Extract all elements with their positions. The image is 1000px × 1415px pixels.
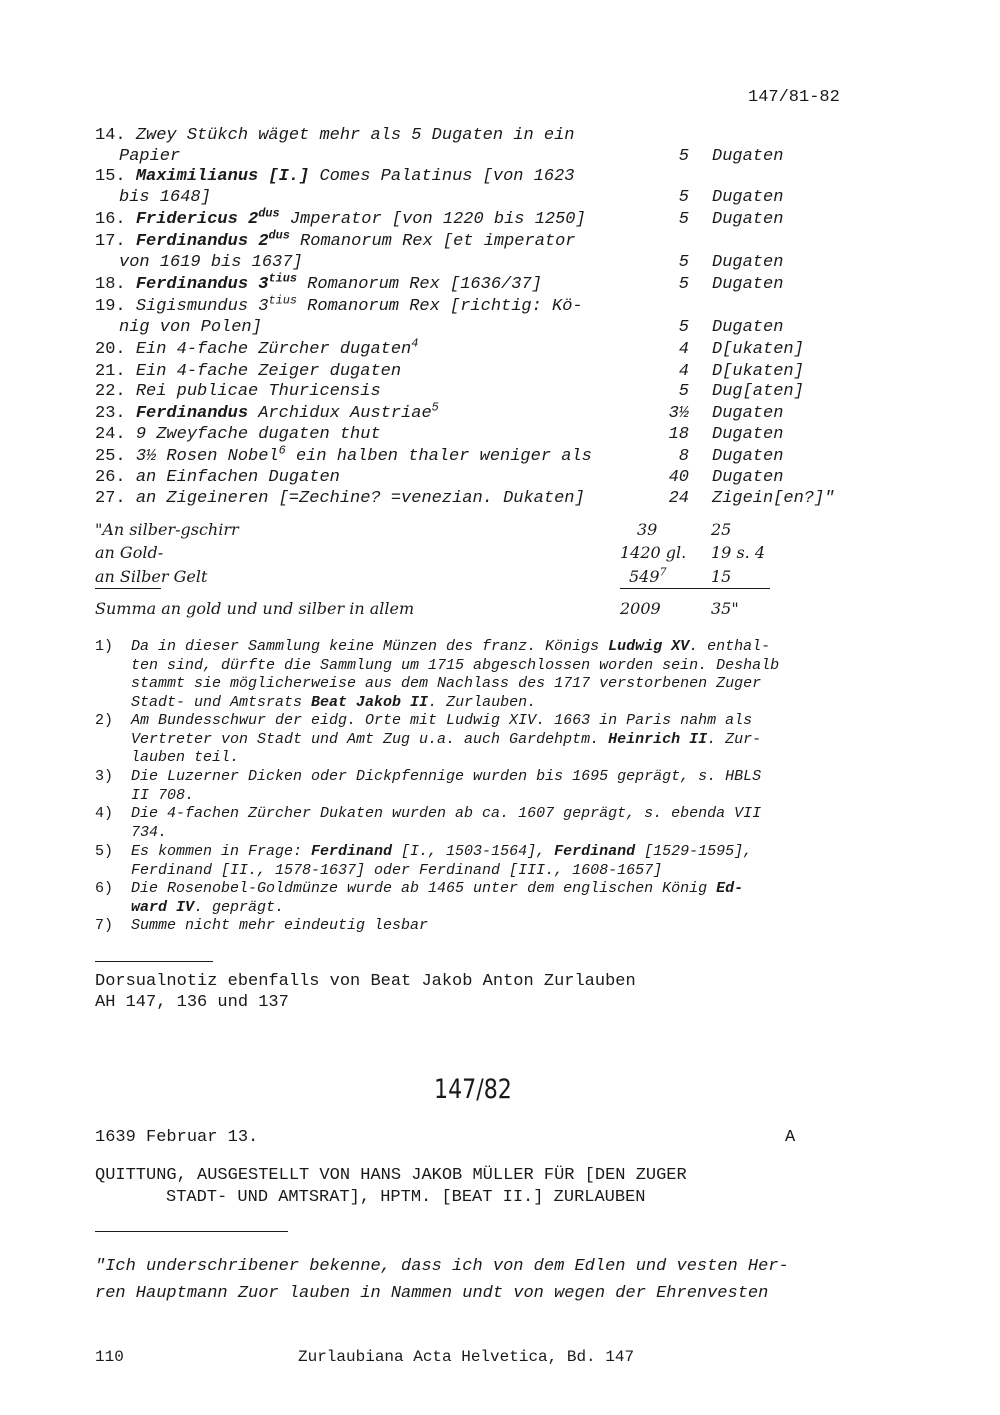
footnote-line bbox=[131, 675, 761, 694]
item-description-continued: bis 1648] bbox=[119, 188, 211, 207]
superscript: 5 bbox=[431, 400, 439, 415]
summary-label-gold: an Gold- bbox=[95, 543, 164, 562]
footnote-number: 1) bbox=[95, 638, 114, 655]
footnote bbox=[95, 843, 865, 880]
item-description bbox=[95, 468, 340, 487]
text-segment: Die Luzerner Dicken oder Dickpfennige wurden bis 1695 geprägt, s. HBLS bbox=[131, 768, 762, 785]
text-segment: Romanorum Rex [richtig: Kö- bbox=[296, 297, 583, 316]
item-number: 18. bbox=[95, 275, 126, 294]
superscript: dus bbox=[268, 228, 290, 243]
footnote bbox=[95, 712, 865, 768]
item-amount: 5 bbox=[678, 210, 689, 229]
item-description bbox=[95, 400, 439, 423]
document-number: 147/82 bbox=[434, 1074, 512, 1105]
footnote-line bbox=[131, 694, 536, 713]
item-number: 26. bbox=[95, 468, 126, 487]
footnote-line bbox=[131, 843, 752, 862]
summary-value-b: 15 bbox=[711, 567, 732, 586]
document-title-continued: STADT- UND AMTSRAT], HPTM. [BEAT II.] ZURLAUBEN bbox=[166, 1188, 646, 1207]
page-number: 110 bbox=[95, 1348, 124, 1366]
text-segment: [1529-1595], bbox=[635, 843, 753, 860]
item-unit: D[ukaten] bbox=[712, 362, 804, 381]
item-number: 24. bbox=[95, 425, 126, 444]
text-segment: Ein 4-fache Zürcher dugaten bbox=[135, 340, 412, 359]
text-segment: 3½ Rosen Nobel bbox=[135, 447, 279, 466]
text-segment: Stadt- und Amtsrats bbox=[131, 693, 312, 711]
dorsal-note: Dorsualnotiz ebenfalls von Beat Jakob Anton Zurlauben bbox=[95, 972, 636, 991]
item-description bbox=[95, 336, 419, 359]
item-unit: Dugaten bbox=[712, 147, 784, 166]
item-amount: 5 bbox=[678, 188, 689, 207]
footnote-line bbox=[131, 768, 761, 787]
footnote-line bbox=[131, 657, 779, 676]
text-segment: . enthal- bbox=[689, 638, 771, 655]
item-description bbox=[95, 489, 585, 508]
text-segment: 9 Zweyfache dugaten thut bbox=[135, 425, 381, 444]
text-segment: ten sind, dürfte die Sammlung um 1715 abgeschlossen worden sein. Deshalb bbox=[131, 656, 780, 674]
summary-value-b: 25 bbox=[711, 520, 732, 539]
document-letter: A bbox=[785, 1128, 796, 1147]
text-segment: Jmperator [von 1220 bis 1250] bbox=[279, 210, 586, 229]
item-number: 25. bbox=[95, 447, 126, 466]
text-segment: Summe nicht mehr eindeutig lesbar bbox=[131, 917, 429, 934]
item-number: 22. bbox=[95, 382, 126, 401]
text-segment: Rei publicae Thuricensis bbox=[135, 382, 381, 401]
superscript: dus bbox=[258, 206, 280, 221]
item-description bbox=[95, 228, 576, 251]
page-reference: 147/81-82 bbox=[748, 88, 840, 107]
text-segment: Maximilianus [I.] bbox=[135, 167, 310, 186]
footnote-separator bbox=[95, 961, 213, 962]
text-segment: Ferdinand bbox=[311, 843, 393, 860]
text-segment: Romanorum Rex [et imperator bbox=[289, 232, 576, 251]
text-segment: Ludwig XV bbox=[608, 638, 690, 655]
text-segment: an Zigeineren [=Zechine? =venezian. Dukaten] bbox=[135, 489, 585, 508]
publication-title: Zurlaubiana Acta Helvetica, Bd. 147 bbox=[298, 1348, 635, 1366]
text-segment: Ferdinandus 2 bbox=[135, 232, 269, 251]
text-segment: [I., 1503-1564], bbox=[392, 843, 555, 860]
item-description bbox=[95, 293, 583, 316]
item-amount: 5 bbox=[678, 382, 689, 401]
text-segment: Zwey Stükch wäget mehr als 5 Dugaten in ein bbox=[135, 126, 575, 145]
text-segment: Die 4-fachen Zürcher Dukaten wurden ab ca. 1607 geprägt, s. ebenda VII bbox=[131, 805, 762, 822]
item-description bbox=[95, 206, 586, 229]
text-segment: lauben teil. bbox=[131, 749, 240, 767]
text-segment: Die Rosenobel-Goldmünze wurde ab 1465 unter dem englischen König bbox=[131, 880, 717, 897]
item-amount: 3½ bbox=[668, 404, 689, 423]
item-description bbox=[95, 167, 575, 186]
text-segment: II 708. bbox=[131, 786, 195, 804]
item-description bbox=[95, 382, 381, 401]
text-segment: Ein 4-fache Zeiger dugaten bbox=[135, 362, 402, 381]
summary-underline bbox=[95, 588, 161, 589]
footnote-number: 4) bbox=[95, 805, 114, 822]
text-segment: . Zur- bbox=[707, 730, 762, 748]
summary-value-b: 19 s. 4 bbox=[711, 543, 766, 562]
document-title: QUITTUNG, AUSGESTELLT VON HANS JAKOB MÜLLER FÜR [DEN ZUGER bbox=[95, 1166, 687, 1185]
superscript: 6 bbox=[278, 443, 286, 458]
item-number: 20. bbox=[95, 340, 126, 359]
summary-total-b: 35" bbox=[711, 599, 739, 618]
item-unit: Dug[aten] bbox=[712, 382, 804, 401]
text-segment: ein halben thaler weniger als bbox=[285, 447, 592, 466]
text-segment: Archidux Austriae bbox=[248, 404, 432, 423]
superscript: 4 bbox=[411, 336, 419, 351]
footnote-number: 5) bbox=[95, 843, 114, 860]
text-segment: Ferdinandus 3 bbox=[135, 275, 269, 294]
item-description-continued: Papier bbox=[119, 147, 181, 166]
item-unit: Dugaten bbox=[712, 188, 784, 207]
text-segment: Es kommen in Frage: bbox=[131, 843, 312, 860]
text-segment: Comes Palatinus [von 1623 bbox=[309, 167, 575, 186]
document-date: 1639 Februar 13. bbox=[95, 1128, 259, 1147]
item-unit: Dugaten bbox=[712, 253, 784, 272]
text-segment: Am Bundesschwur der eidg. Orte mit Ludwig XIV. 1663 in Paris nahm als bbox=[131, 712, 753, 729]
item-description-continued: von 1619 bis 1637] bbox=[119, 253, 303, 272]
footnote-line bbox=[131, 787, 194, 806]
text-segment: Fridericus 2 bbox=[135, 210, 259, 229]
footnote-number: 3) bbox=[95, 768, 114, 785]
text-segment: Heinrich II bbox=[608, 730, 708, 748]
footnote-number: 6) bbox=[95, 880, 114, 897]
item-amount: 5 bbox=[678, 147, 689, 166]
footnote-line bbox=[131, 917, 428, 936]
text-segment: Ferdinand [II., 1578-1637] oder Ferdinand [III., 1608-1657] bbox=[131, 861, 663, 879]
item-amount: 24 bbox=[668, 489, 689, 508]
item-number: 17. bbox=[95, 232, 126, 251]
summary-value-a: 39 bbox=[637, 520, 658, 539]
text-segment: ward IV bbox=[131, 898, 195, 916]
summary-total-label: Summa an gold und und silber in allem bbox=[95, 599, 415, 618]
footnote-line bbox=[131, 712, 752, 731]
footnote-number: 7) bbox=[95, 917, 114, 934]
item-amount: 4 bbox=[678, 340, 689, 359]
item-number: 23. bbox=[95, 404, 126, 423]
item-amount: 8 bbox=[678, 447, 689, 466]
text-segment: Ed- bbox=[716, 880, 744, 897]
text-segment: Ferdinand bbox=[554, 843, 636, 860]
item-amount: 4 bbox=[678, 362, 689, 381]
footnote-number: 2) bbox=[95, 712, 114, 729]
footnote-line bbox=[131, 824, 167, 843]
text-segment: Sigismundus 3 bbox=[135, 297, 269, 316]
item-amount: 5 bbox=[678, 318, 689, 337]
item-number: 19. bbox=[95, 297, 126, 316]
item-description-continued: nig von Polen] bbox=[119, 318, 262, 337]
transcription-text: "Ich underschribener bekenne, dass ich von dem Edlen und vesten Her- bbox=[95, 1257, 789, 1276]
superscript: tius bbox=[268, 271, 297, 286]
item-number: 27. bbox=[95, 489, 126, 508]
footnote-ref: 7 bbox=[659, 565, 667, 579]
text-segment: stammt sie möglicherweise aus dem Nachlass des 1717 verstorbenen Zuger bbox=[131, 675, 762, 693]
text-segment: Vertreter von Stadt und Amt Zug u.a. auch Gardehptm. bbox=[131, 730, 609, 748]
item-amount: 5 bbox=[678, 275, 689, 294]
item-unit: Dugaten bbox=[712, 210, 784, 229]
item-amount: 5 bbox=[678, 253, 689, 272]
item-unit: Dugaten bbox=[712, 447, 784, 466]
footnote-line bbox=[131, 862, 662, 881]
text-segment: Beat Jakob II bbox=[311, 693, 429, 711]
item-description bbox=[95, 271, 542, 294]
footnote-line bbox=[131, 805, 761, 824]
item-unit: Dugaten bbox=[712, 425, 784, 444]
text-segment: 734. bbox=[131, 823, 168, 841]
item-unit: Dugaten bbox=[712, 275, 784, 294]
superscript: tius bbox=[268, 293, 297, 308]
footnote-line bbox=[131, 880, 743, 899]
footnote-line bbox=[131, 731, 761, 750]
text-segment: Ferdinandus bbox=[135, 404, 249, 423]
item-unit: Dugaten bbox=[712, 318, 784, 337]
footnote bbox=[95, 805, 865, 842]
text-segment: Romanorum Rex [1636/37] bbox=[296, 275, 542, 294]
text-segment: . geprägt. bbox=[194, 898, 285, 916]
item-unit: Dugaten bbox=[712, 404, 784, 423]
item-unit: Dugaten bbox=[712, 468, 784, 487]
item-description bbox=[95, 126, 574, 145]
item-number: 15. bbox=[95, 167, 126, 186]
text-segment: an Einfachen Dugaten bbox=[135, 468, 340, 487]
footnote bbox=[95, 768, 865, 805]
footnote-line bbox=[131, 899, 284, 918]
item-unit: Zigein[en?]" bbox=[712, 489, 835, 508]
item-unit: D[ukaten] bbox=[712, 340, 804, 359]
text-segment: . Zurlauben. bbox=[428, 693, 537, 711]
summary-label-silver-money: an Silber Gelt bbox=[95, 567, 208, 586]
summary-label-silver-vessels: "An silber-gschirr bbox=[95, 520, 239, 539]
footnote-line bbox=[131, 749, 239, 768]
footnote-line bbox=[131, 638, 770, 657]
footnote bbox=[95, 917, 865, 936]
footnote bbox=[95, 638, 865, 712]
text-segment: Da in dieser Sammlung keine Münzen des franz. Königs bbox=[131, 638, 609, 655]
item-number: 14. bbox=[95, 126, 126, 145]
footnote bbox=[95, 880, 865, 917]
item-amount: 18 bbox=[668, 425, 689, 444]
item-description bbox=[95, 443, 592, 466]
archive-reference: AH 147, 136 und 137 bbox=[95, 993, 289, 1012]
summary-value-a: 1420 gl. bbox=[620, 543, 687, 562]
item-number: 16. bbox=[95, 210, 126, 229]
summary-total-a: 2009 bbox=[620, 599, 661, 618]
transcription-text: ren Hauptmann Zuor lauben in Nammen undt von wegen der Ehrenvesten bbox=[95, 1284, 769, 1303]
title-rule bbox=[95, 1231, 288, 1232]
item-number: 21. bbox=[95, 362, 126, 381]
item-amount: 40 bbox=[668, 468, 689, 487]
summary-value-a: $549^7$ bbox=[629, 565, 667, 586]
summary-sum-rule bbox=[620, 588, 770, 589]
item-description bbox=[95, 362, 401, 381]
item-description bbox=[95, 425, 381, 444]
